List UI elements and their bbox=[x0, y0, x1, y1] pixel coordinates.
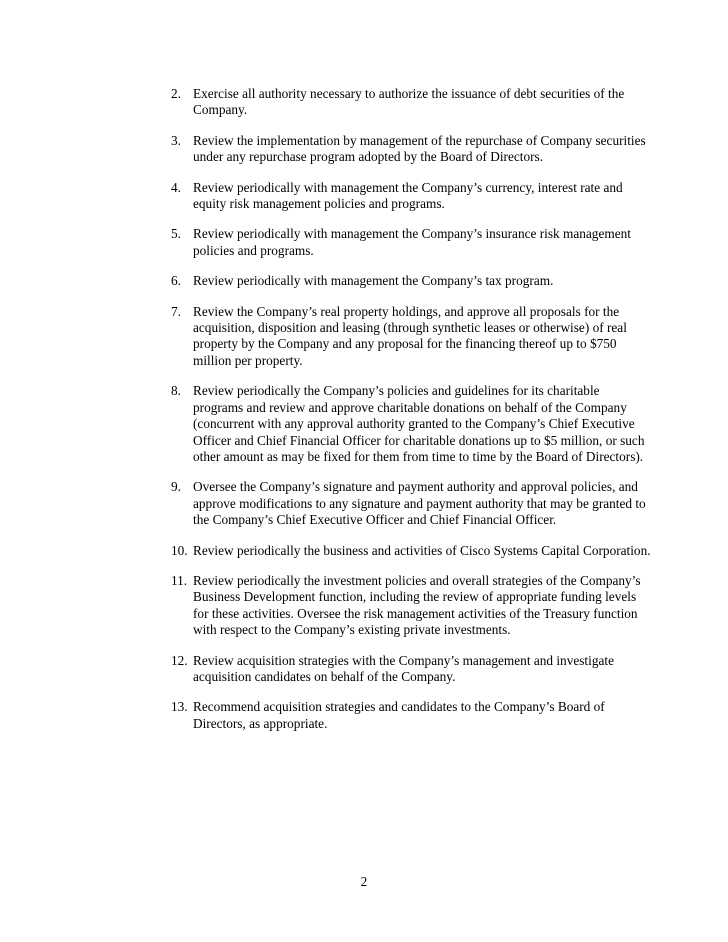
item-text: Review acquisition strategies with the Company’s management and investigate acquisition candidates on behalf of the Company. bbox=[193, 652, 614, 684]
item-text: Recommend acquisition strategies and candidates to the Company’s Board of Directors, as appropriate. bbox=[193, 699, 605, 731]
list-item bbox=[171, 304, 653, 370]
item-text: Review periodically with management the Company’s tax program. bbox=[193, 273, 554, 289]
item-number: 5. bbox=[171, 226, 181, 242]
item-number: 4. bbox=[171, 179, 181, 195]
list-item bbox=[171, 273, 653, 289]
list-item bbox=[171, 226, 653, 259]
item-text: Review periodically with management the Company’s currency, interest rate and equity risk management policies and programs. bbox=[193, 179, 623, 212]
item-number: 10. bbox=[171, 542, 188, 558]
item-number: 7. bbox=[171, 303, 181, 319]
list-item bbox=[171, 573, 653, 639]
list-item bbox=[171, 653, 653, 686]
item-text: Review periodically with management the Company’s insurance risk management policies and programs. bbox=[193, 226, 631, 258]
numbered-list bbox=[171, 86, 653, 746]
item-number: 9. bbox=[171, 479, 181, 495]
item-number: 6. bbox=[171, 273, 181, 289]
list-item bbox=[171, 86, 653, 119]
list-item bbox=[171, 479, 653, 528]
page-number: 2 bbox=[360, 874, 368, 889]
list-item bbox=[171, 543, 653, 559]
item-text: Review periodically the investment policies and overall strategies of the Company’s Business Development function, including the review of appropriate funding levels for these activities. Oversee the risk management activities of the Treasury function with respect to the Company’s existing private investments. bbox=[193, 572, 641, 638]
item-text: Exercise all authority necessary to authorize the issuance of debt securities of the Company. bbox=[193, 86, 625, 118]
item-text: Review the implementation by management of the repurchase of Company securities under any repurchase program adopted by the Board of Directors. bbox=[193, 132, 646, 165]
item-number: 13. bbox=[171, 699, 188, 715]
item-number: 3. bbox=[171, 132, 181, 148]
item-text: Oversee the Company’s signature and payment authority and approval policies, and approve modifications to any signature and payment authority that may be granted to the Company’s Chief Executive Officer and Chief Financial Officer. bbox=[193, 479, 646, 528]
item-text: Review periodically the Company’s policies and guidelines for its charitable programs and review and approve charitable donations on behalf of the Company (concurrent with any approval authority granted to the Company’s Chief Executive Officer and Chief Financial Officer for charitable donations up to $5 million, or such other amount as may be fixed for them from time to time by the Board of Directors). bbox=[193, 383, 645, 464]
list-item bbox=[171, 180, 653, 213]
item-text: Review the Company’s real property holdings, and approve all proposals for the acquisition, disposition and leasing (through synthetic leases or otherwise) of real property by the Company and any proposal for the financing thereof up to $750 million per property. bbox=[193, 303, 627, 368]
item-number: 8. bbox=[171, 383, 181, 399]
item-number: 2. bbox=[171, 86, 181, 101]
item-number: 11. bbox=[171, 572, 188, 588]
item-number: 12. bbox=[171, 652, 188, 668]
list-item bbox=[171, 383, 653, 465]
list-item bbox=[171, 699, 653, 732]
list-item bbox=[171, 133, 653, 166]
item-text: Review periodically the business and activities of Cisco Systems Capital Corporation. bbox=[193, 542, 651, 558]
